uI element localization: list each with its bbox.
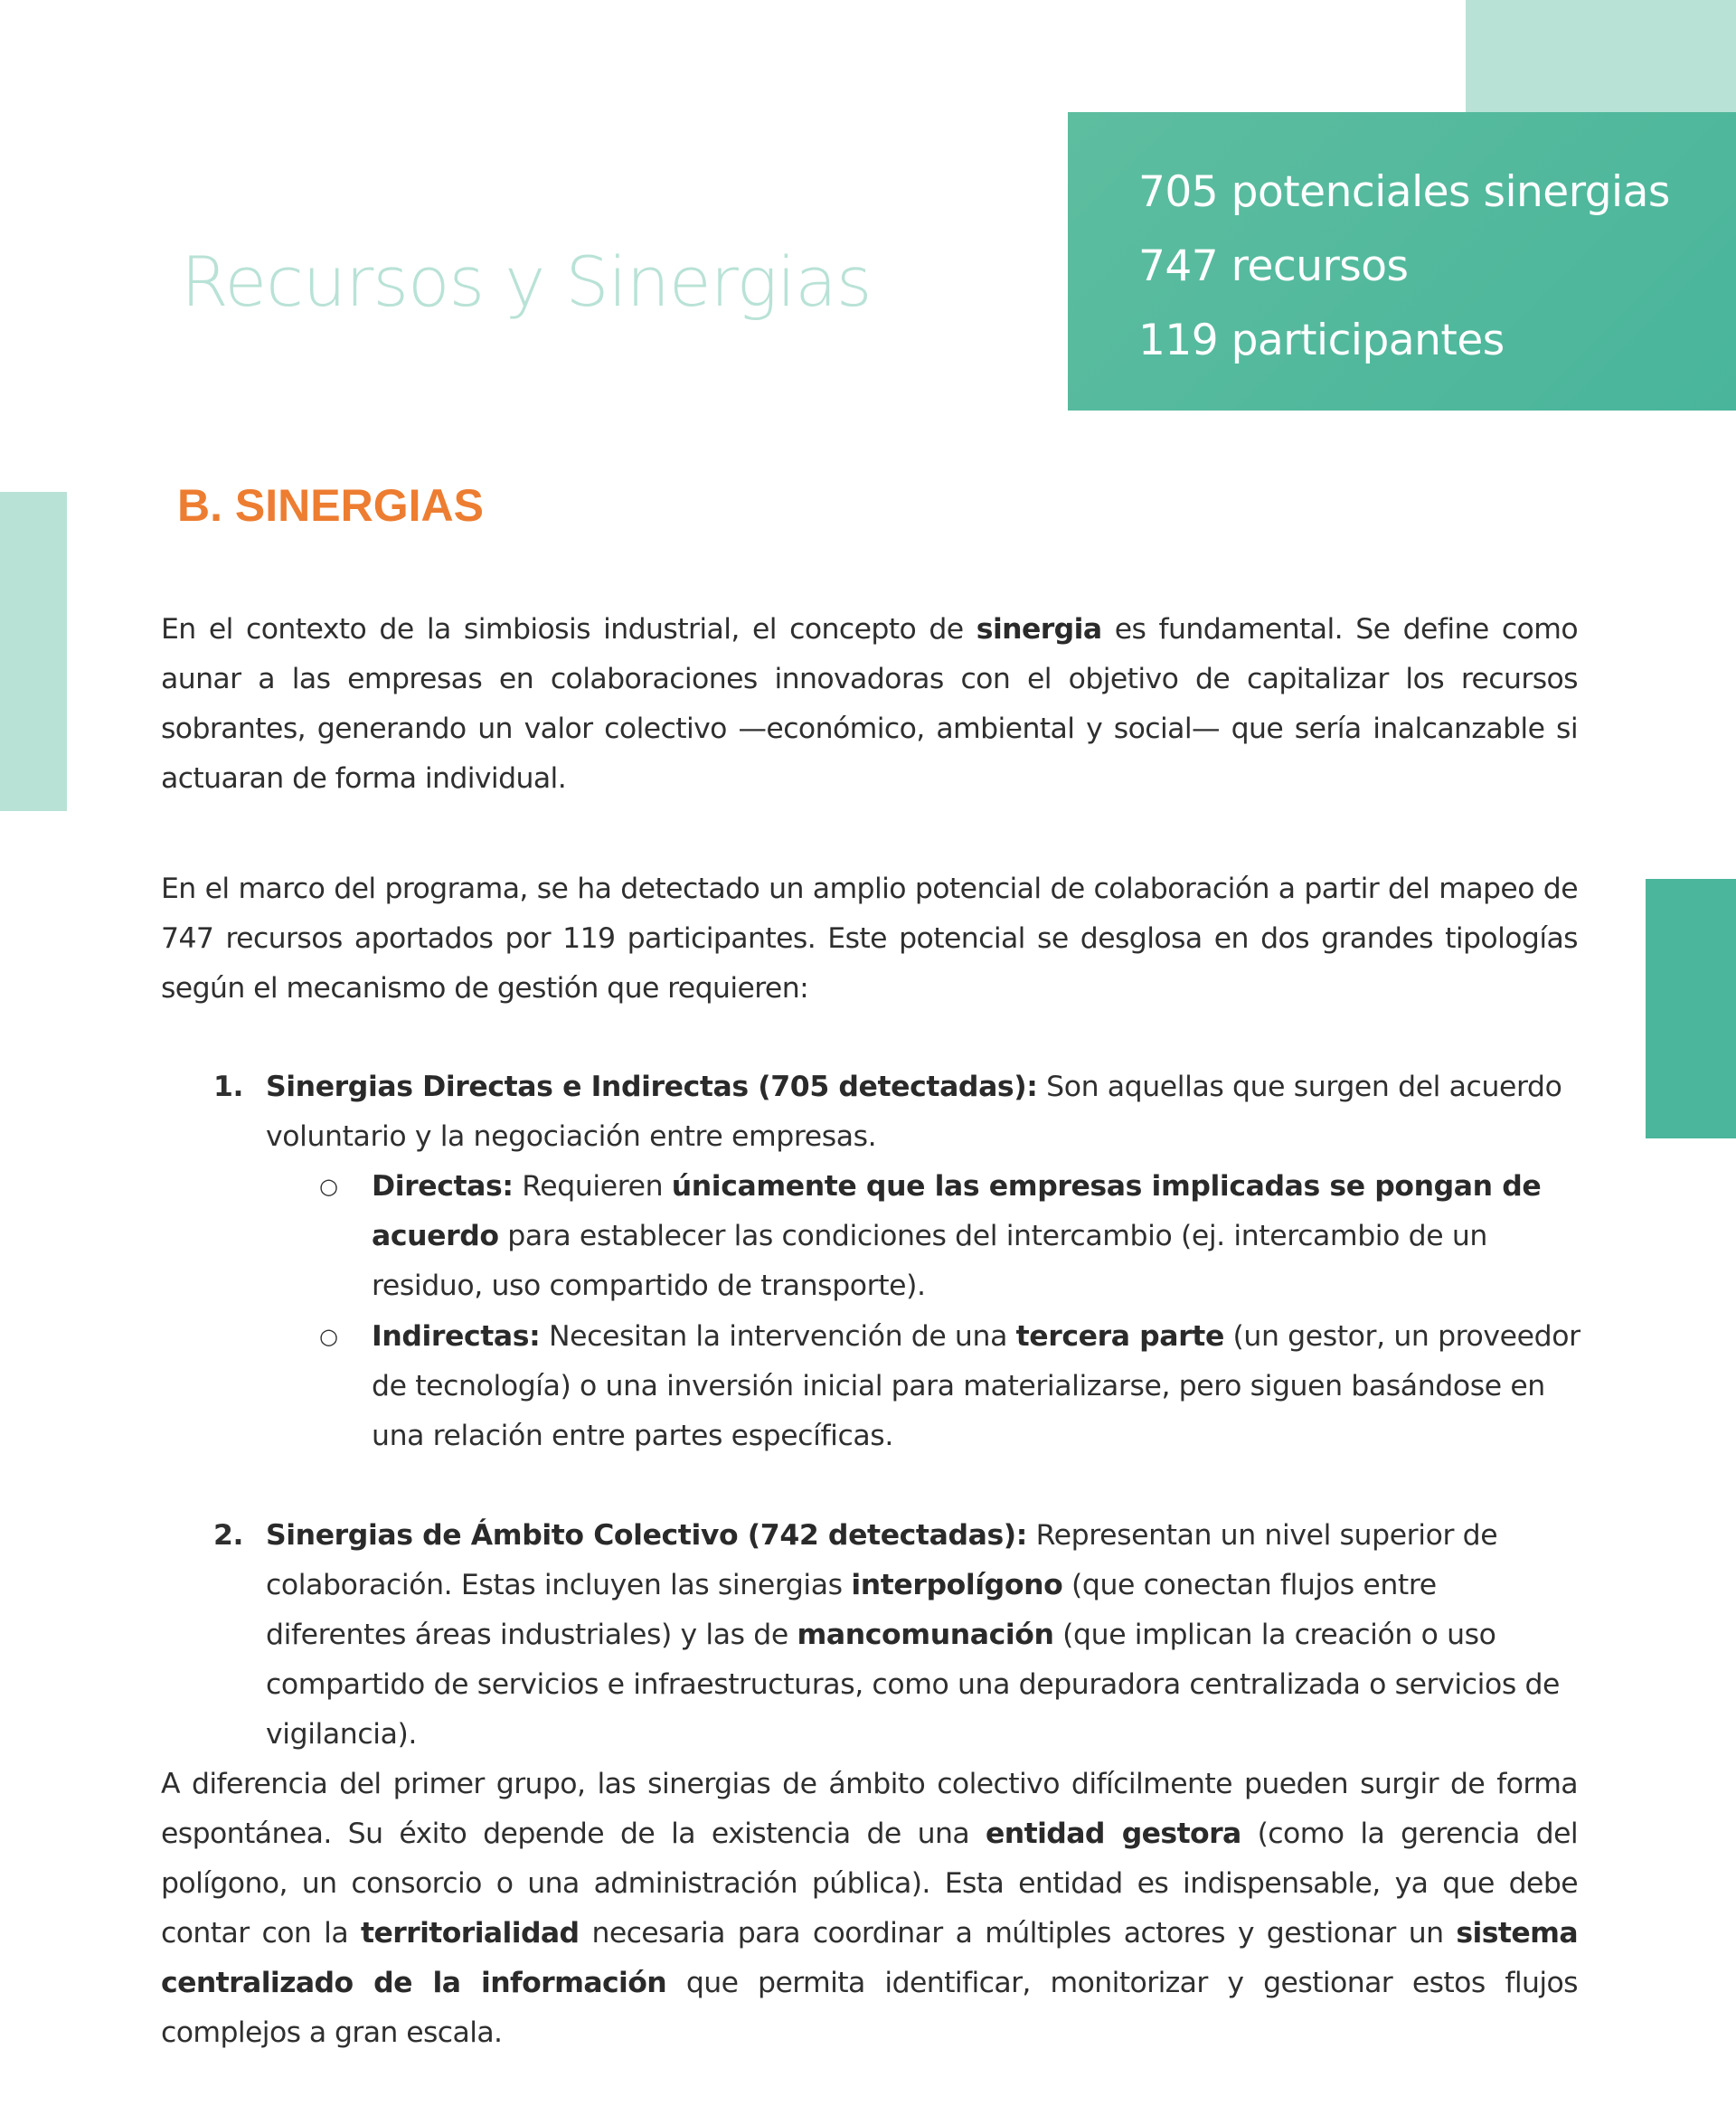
list-item-direct-indirect: 1. Sinergias Directas e Indirectas (705 detectadas): Son aquellas que surgen del acuerdo voluntario y la negociación entre empresas. — [266, 1062, 1568, 1162]
page-title: Recursos y Sinergias — [181, 241, 872, 322]
stats-box — [1068, 112, 1736, 411]
circle-bullet-icon: ○ — [319, 1174, 338, 1199]
list-item-collective: 2. Sinergias de Ámbito Colectivo (742 detectadas): Representan un nivel superior de colaboración. Estas incluyen las sinergias interpolígono (que conectan flujos entre diferentes áreas industriales) y las de mancomunación (que implican la creación o uso compartido de servicios e infraestructuras, como una depuradora centralizada o servicios de vigilancia). — [266, 1511, 1568, 1760]
context-paragraph-container — [161, 864, 1578, 1014]
decorative-block-top-right — [1466, 0, 1736, 112]
list-item-title: Sinergias Directas e Indirectas (705 detectadas): — [266, 1071, 1038, 1103]
stat-synergies: 705 potenciales sinergias — [1138, 167, 1670, 217]
emphasis-sinergia: sinergia — [976, 613, 1102, 646]
section-heading: B. SINERGIAS — [177, 480, 484, 531]
context-paragraph: En el marco del programa, se ha detectado un amplio potencial de colaboración a partir del mapeo de 747 recursos aportados por 119 participantes. Este potencial se desglosa en dos grandes tipologías según el mecanismo de gestión que requieren: — [161, 873, 1578, 1005]
circle-bullet-icon: ○ — [319, 1324, 338, 1349]
decorative-bar-right — [1646, 879, 1736, 1138]
list-number: 1. — [213, 1071, 244, 1103]
sub-item-label: Indirectas: — [372, 1320, 541, 1353]
intro-paragraph: En el contexto de la simbiosis industrial, el concepto de sinergia es fundamental. Se define como aunar a las empresas en colaboraciones innovadoras con el objetivo de capitalizar los recursos sobrantes, generando un valor colectivo —económico, ambiental y social— que sería inalcanzable si actuaran de forma individual. — [161, 613, 1578, 795]
list-item-title: Sinergias de Ámbito Colectivo (742 detectadas): — [266, 1519, 1027, 1552]
conclusion-paragraph-container — [161, 1760, 1578, 2058]
decorative-bar-left — [0, 492, 67, 811]
sub-item-directas: ○ Directas: Requieren únicamente que las empresas implicadas se pongan de acuerdo para establecer las condiciones del intercambio (ej. intercambio de un residuo, uso compartido de transporte). — [372, 1162, 1583, 1311]
list-number: 2. — [213, 1519, 244, 1552]
intro-paragraph-container — [161, 605, 1578, 804]
sub-item-label: Directas: — [372, 1170, 514, 1203]
stat-resources: 747 recursos — [1138, 241, 1409, 291]
sub-item-indirectas: ○ Indirectas: Necesitan la intervención de una tercera parte (un gestor, un proveedor de tecnología) o una inversión inicial para materializarse, pero siguen basándose en una relación entre partes específicas. — [372, 1312, 1583, 1461]
conclusion-paragraph: A diferencia del primer grupo, las sinergias de ámbito colectivo difícilmente pueden surgir de forma espontánea. Su éxito depende de la existencia de una entidad gestora (como la gerencia del polígono, un consorcio o una administración pública). Esta entidad es indispensable, ya que debe contar con la territorialidad necesaria para coordinar a múltiples actores y gestionar un sistema centralizado de la información que permita identificar, monitorizar y gestionar estos flujos complejos a gran escala. — [161, 1768, 1578, 2049]
stat-participants: 119 participantes — [1138, 316, 1505, 365]
